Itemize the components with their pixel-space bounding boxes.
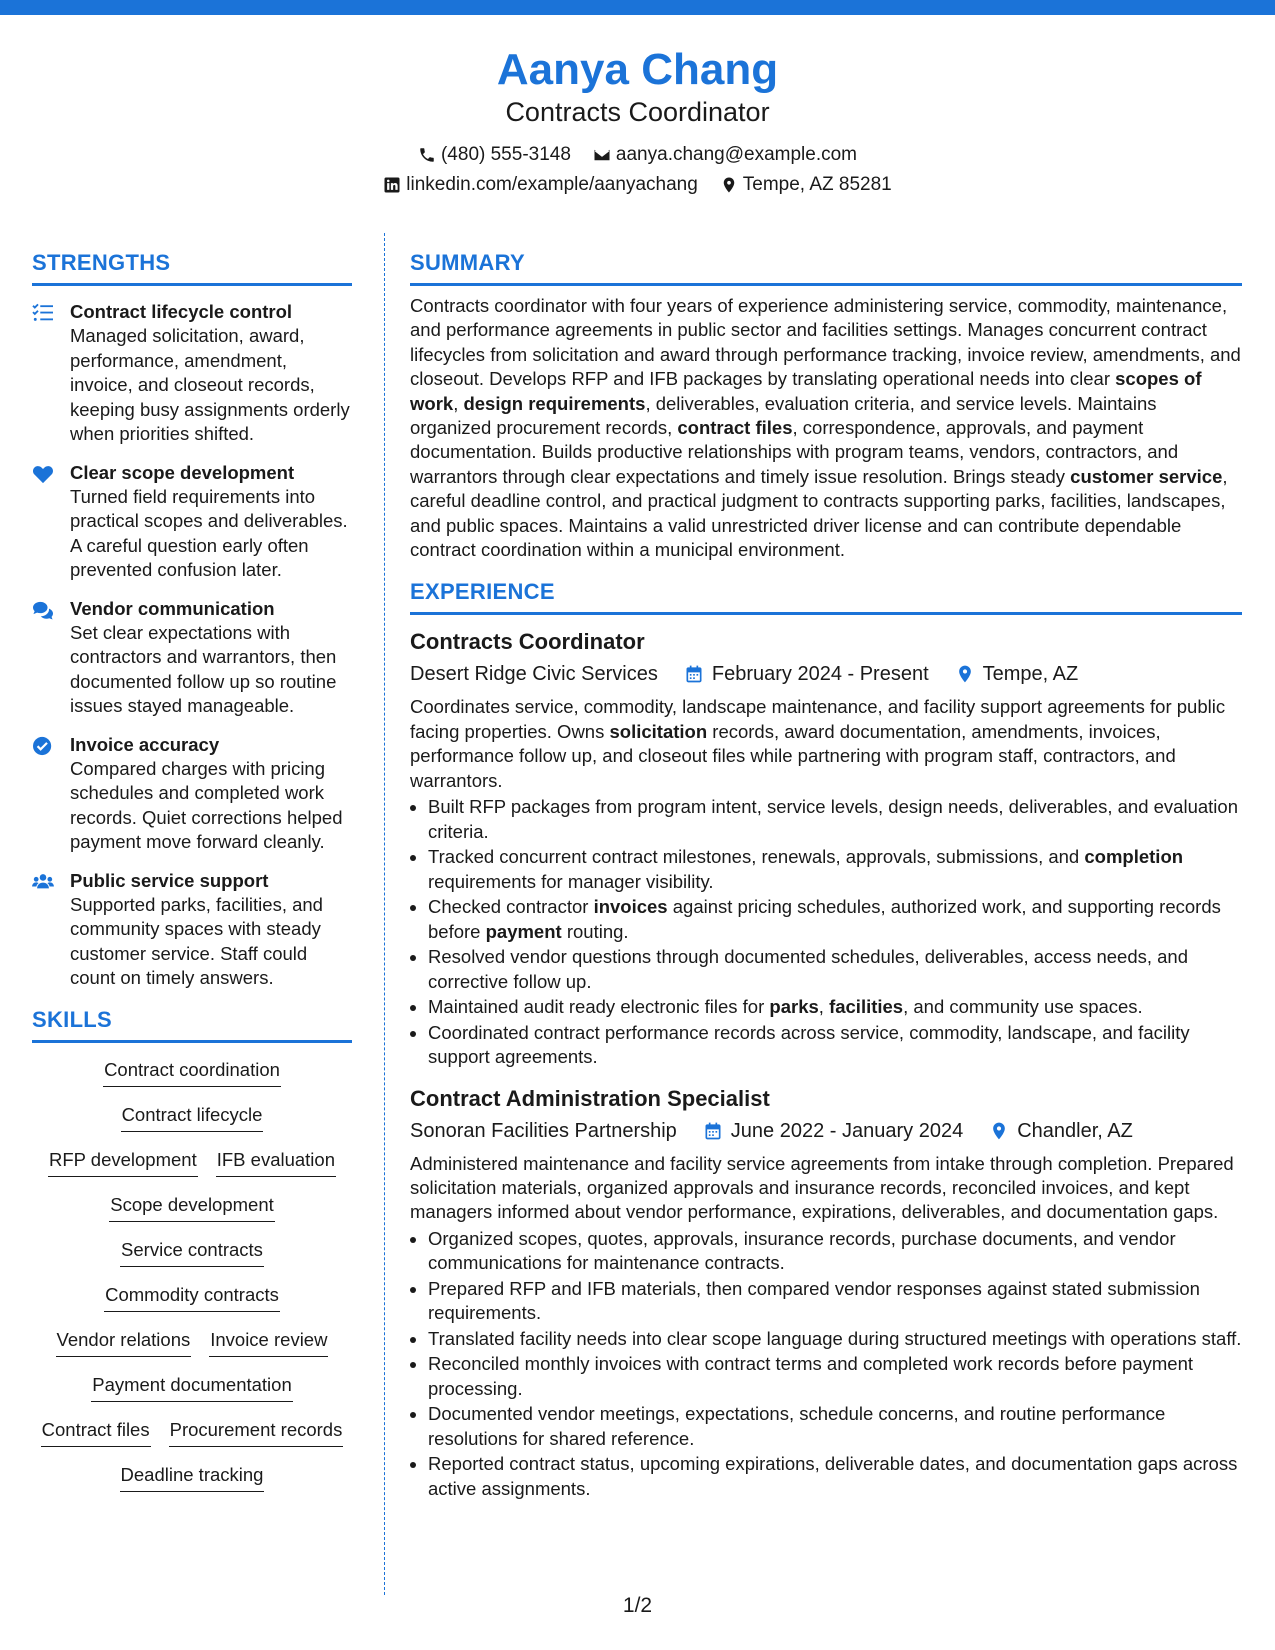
job-entry <box>410 1084 1242 1502</box>
calendar-icon <box>684 664 704 684</box>
bullet-item: • Resolved vendor questions through documented schedules, deliverables, access needs, and corrective follow up. <box>428 945 1242 994</box>
bullet-item: • Maintained audit ready electronic files for parks, facilities, and community use spaces. <box>428 995 1242 1019</box>
skills-list <box>32 1057 352 1507</box>
strength-desc: Set clear expectations with contractors and warrantors, then documented follow up so routine issues stayed manageable. <box>70 621 337 716</box>
email-item[interactable] <box>593 140 857 170</box>
job-entry <box>410 627 1242 1069</box>
calendar-icon <box>703 1121 723 1141</box>
job-dates: February 2024 - Present <box>711 663 929 686</box>
contact-row-2 <box>0 170 1275 200</box>
strength-item <box>32 461 352 583</box>
bullet-item: • Organized scopes, quotes, approvals, insurance records, purchase documents, and vendor communications for maintenance contracts. <box>428 1227 1242 1276</box>
skill-row <box>32 1192 352 1237</box>
map-pin-icon <box>720 176 738 194</box>
location-text: Tempe, AZ 85281 <box>742 174 892 195</box>
page-number: 1/2 <box>622 1594 653 1617</box>
map-pin-icon <box>955 664 975 684</box>
chat-bubbles-icon <box>32 597 56 719</box>
bullet-item: • Reconciled monthly invoices with contract terms and completed work records before payment processing. <box>428 1352 1242 1401</box>
left-column <box>32 248 352 1507</box>
contact-row-1 <box>0 140 1275 170</box>
strength-item <box>32 733 352 855</box>
summary-text: Contracts coordinator with four years of experience administering service, commodity, maintenance, and performance agreements in public sector and facilities settings. Manages concurrent contract lifecycles from solicitation and award through performance tracking, invoice review, amendments, and closeout. Develops RFP and IFB packages by translating operational needs into clear scopes of work, design requirements, deliverables, evaluation criteria, and service levels. Maintains organized procurement records, contract files, correspondence, approvals, and payment documentation. Builds productive relationships with program teams, vendors, contractors, and warrantors through clear expectations and timely issue resolution. Brings steady customer service, careful deadline control, and practical judgment to contracts supporting parks, facilities, landscapes, and public spaces. Maintains a valid unrestricted driver license and can contribute dependable contract coordination within a municipal environment. <box>410 295 1241 561</box>
skill-row <box>32 1102 352 1147</box>
resume-header <box>0 42 1275 200</box>
strength-item <box>32 597 352 719</box>
phone-text: (480) 555-3148 <box>440 144 571 165</box>
heart-icon <box>32 461 56 583</box>
job-meta <box>410 1116 1242 1146</box>
job-dates: June 2022 - January 2024 <box>730 1119 964 1142</box>
summary-heading: SUMMARY <box>410 248 1242 286</box>
strength-title: Clear scope development <box>70 461 295 483</box>
skill-tag: Invoice review <box>209 1327 328 1357</box>
top-accent-bar <box>0 0 1275 15</box>
strength-title: Public service support <box>70 869 269 891</box>
skill-row <box>32 1237 352 1282</box>
skill-row <box>32 1417 352 1462</box>
skill-row <box>32 1462 352 1507</box>
strength-desc: Turned field requirements into practical scopes and deliverables. A careful question early often prevented confusion later. <box>70 485 348 580</box>
skill-row <box>32 1372 352 1417</box>
skill-tag: Deadline tracking <box>120 1462 265 1492</box>
column-divider <box>384 233 385 1595</box>
skills-heading: SKILLS <box>32 1005 352 1043</box>
candidate-name: Aanya Chang <box>496 45 779 94</box>
strength-title: Contract lifecycle control <box>70 301 293 322</box>
location-item <box>720 170 892 200</box>
strengths-list <box>32 300 352 991</box>
linkedin-icon <box>383 176 401 194</box>
skill-tag: Procurement records <box>169 1417 344 1447</box>
strength-desc: Managed solicitation, award, performance, amendment, invoice, and closeout records, keeping busy assignments orderly when priorities shifted. <box>70 325 350 444</box>
bullet-item: • Checked contractor invoices against pricing schedules, authorized work, and supporting records before payment routing. <box>428 895 1242 944</box>
users-icon <box>32 869 56 991</box>
job-company: Desert Ridge Civic Services <box>410 663 658 686</box>
right-column <box>410 248 1242 1502</box>
job-description: Administered maintenance and facility service agreements from intake through completion. Prepared solicitation materials, organized approvals and insurance records, reconciled invoices, and kept managers informed about vendor performance, expirations, deliverables, and documentation gaps. <box>410 1152 1234 1223</box>
envelope-icon <box>593 146 611 164</box>
bullet-item: • Coordinated contract performance records across service, commodity, landscape, and facility support agreements. <box>428 1021 1242 1070</box>
skill-tag: Scope development <box>109 1192 275 1222</box>
skill-tag: RFP development <box>48 1147 198 1177</box>
skill-tag: Contract coordination <box>103 1057 281 1087</box>
skill-row <box>32 1282 352 1327</box>
strength-item <box>32 300 352 447</box>
strength-desc: Compared charges with pricing schedules and completed work records. Quiet corrections helped payment move forward cleanly. <box>70 757 343 852</box>
job-company: Sonoran Facilities Partnership <box>410 1119 677 1142</box>
skill-tag: Service contracts <box>120 1237 264 1267</box>
skill-tag: IFB evaluation <box>216 1147 336 1177</box>
linkedin-item[interactable] <box>383 170 698 200</box>
job-bullets <box>410 795 1242 1069</box>
bullet-item: • Translated facility needs into clear scope language during structured meetings with operations staff. <box>428 1327 1242 1351</box>
phone-icon <box>418 146 436 164</box>
check-circle-icon <box>32 733 56 855</box>
job-meta <box>410 659 1242 689</box>
skill-tag: Contract files <box>41 1417 151 1447</box>
experience-heading: EXPERIENCE <box>410 577 1242 615</box>
job-bullets <box>410 1227 1242 1501</box>
bullet-item: • Prepared RFP and IFB materials, then compared vendor responses against stated submission requirements. <box>428 1277 1242 1326</box>
job-title: Contracts Coordinator <box>410 629 645 655</box>
email-text[interactable]: aanya.chang@example.com <box>615 144 858 165</box>
skill-tag: Payment documentation <box>91 1372 293 1402</box>
strength-title: Vendor communication <box>70 597 275 619</box>
linkedin-text[interactable]: linkedin.com/example/aanyachang <box>406 174 698 195</box>
skill-tag: Vendor relations <box>56 1327 192 1357</box>
list-check-icon <box>32 300 56 447</box>
skill-tag: Commodity contracts <box>104 1282 280 1312</box>
job-description: Coordinates service, commodity, landscape maintenance, and facility support agreements for public facing properties. Owns solicitation records, award documentation, amendments, invoices, performance follow up, and closeout files while partnering with program staff, contractors, and warrantors. <box>410 696 1226 791</box>
bullet-item: • Documented vendor meetings, expectations, schedule concerns, and routine performance resolutions for shared reference. <box>428 1402 1242 1451</box>
job-location: Tempe, AZ <box>982 663 1079 686</box>
map-pin-icon <box>989 1121 1009 1141</box>
job-title: Contract Administration Specialist <box>410 1085 770 1111</box>
candidate-title: Contracts Coordinator <box>505 97 770 127</box>
phone-item <box>418 140 571 170</box>
bullet-item: • Reported contract status, upcoming expirations, deliverable dates, and documentation gaps across active assignments. <box>428 1452 1242 1501</box>
skill-row <box>32 1057 352 1102</box>
skill-tag: Contract lifecycle <box>121 1102 264 1132</box>
strength-title: Invoice accuracy <box>70 733 220 755</box>
skill-row <box>32 1327 352 1372</box>
strengths-heading: STRENGTHS <box>32 248 352 286</box>
strength-item <box>32 869 352 991</box>
job-location: Chandler, AZ <box>1017 1119 1133 1142</box>
strength-desc: Supported parks, facilities, and community spaces with steady customer service. Staff could count on timely answers. <box>70 893 323 988</box>
bullet-item: • Tracked concurrent contract milestones, renewals, approvals, submissions, and completion requirements for manager visibility. <box>428 845 1242 894</box>
bullet-item: • Built RFP packages from program intent, service levels, design needs, deliverables, and evaluation criteria. <box>428 795 1242 844</box>
skill-row <box>32 1147 352 1192</box>
